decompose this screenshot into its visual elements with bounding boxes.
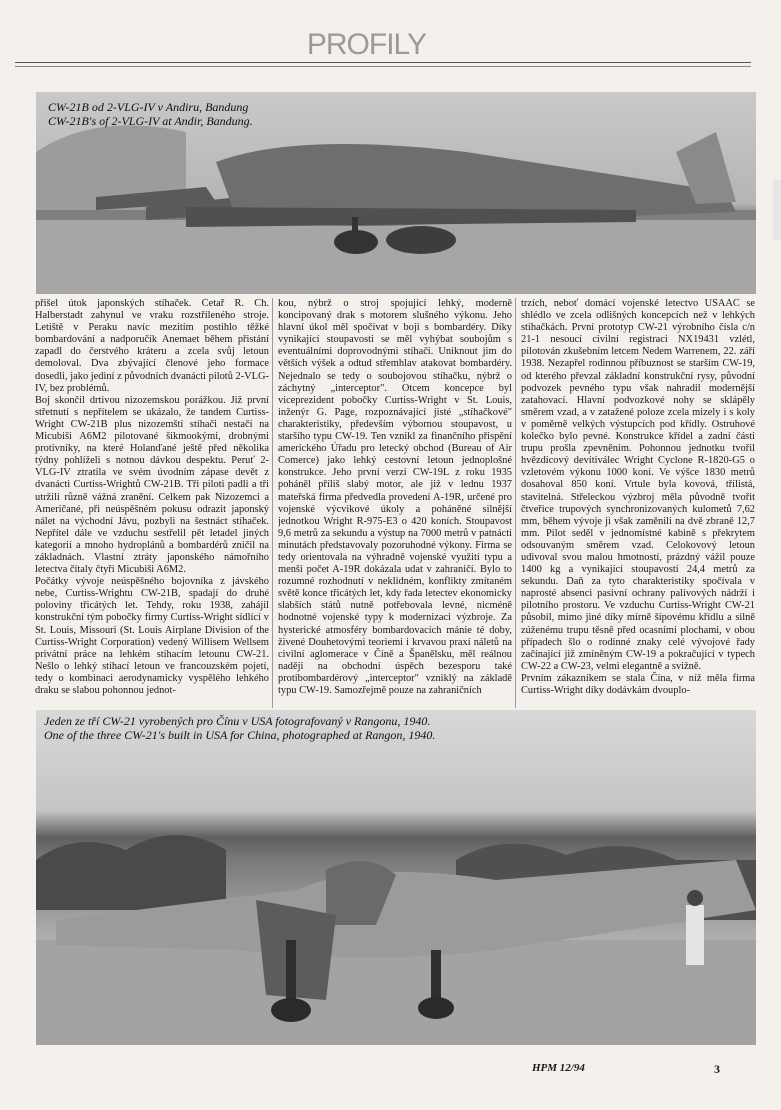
article-column-3 [521, 298, 755, 708]
paragraph: přišel útok japonských stíhaček. Četař R. Ch. Halberstadt zahynul ve vraku rozstříleného stroje. Letiště v Peraku navíc mezitím postihlo těžké bombardování a nadporučík Anemaet během přistání zapadl do čerstvého kráteru a zcela svůj letoun demoloval. Dva zbývající členové jeho formace dosedli, jako jediní z původních dvanácti pilotů 2-VLG-IV, bez problémů. [35, 298, 269, 394]
photo2-caption-en: One of the three CW-21's built in USA for China, photographed at Rangon, 1940. [44, 728, 436, 742]
photo1-caption-en: CW-21B's of 2-VLG-IV at Andir, Bandung. [48, 114, 253, 128]
paragraph: trzích, neboť domácí vojenské letectvo USAAC se shlédlo ve zcela odlišných koncepcích než v lehkých stíhačkách. První prototyp CW-21 výrobního čísla c/n 21-1 nesoucí civilní registraci NX19431 vzlétl, pilotován zkušebním letcem Nedem Warrenem, 22. září 1938. Nezapřel rodinnou příbuznost se starším CW-19, od kterého převzal základní konstrukční rysy, původní podvozek pevného typu však nahradil modernější zatahovací. Hlavní podvozkové nohy se sklápěly směrem vzad, a v zatažené poloze zcela mizely i s koly v poměrně velkých výstupcích pod křídly. Ostruhové kolečko bylo pevné. Konstrukce křídel a zadní části trupu prošla zpevněním. Pohonnou jednotku tvořil hvězdicový devítiválec Wright Cyclone R-1820-G5 o vzletovém výkonu 1000 koní. Ve výšce 1830 metrů dosahoval 850 koní. Vrtule byla kovová, třílistá, stavitelná. Střeleckou výzbroj měla původně tvořit čtveřice trupových synchronizovaných kulometů 7,62 mm, během vývoje ji však zaměnili na dvě zbraně 12,7 mm. Pilot seděl v jednomístné kabině s překrytem odsouvaným směrem vzad. Celokovový letoun udivoval svou malou hmotností, prázdný vážil pouze 1400 kg a vynikající stoupavostí 24,4 metrů za sekundu. Daň za tyto charakteristiky spočívala v naprosté absenci pasivní ochrany palivových nádrží i pilotního prostoru. Ve vzduchu Curtiss-Wright CW-21 působil, mimo jiné díky mírně šípovému křídlu a silně zúženému trupu těsně před ocasními plochami, v obou případech šlo o rodinné znaky celé vývojové řady začínající již zmíněným CW-19 a pokračující v typech CW-22 a CW-23, velmi elegantně a svižně. [521, 298, 755, 672]
magazine-issue: HPM 12/94 [532, 1062, 585, 1074]
photo1-caption [48, 100, 253, 128]
paragraph: Prvním zákazníkem se stala Čína, v níž měla firma Curtiss-Wright díky dodávkám dvouplo- [521, 672, 755, 696]
aircraft-rangon-illustration [36, 710, 756, 1045]
article-column-1 [35, 298, 269, 708]
column-divider [515, 298, 516, 708]
paragraph: Boj skončil drtivou nizozemskou porážkou. Již první střetnutí s nepřítelem se ukázalo, že tandem Curtiss-Wright CW-21B plus nizozemští stíhači nestačí na Micubiši A6M2 pilotované šikmookými, drobnými protivníky, na které Holanďané ještě před několika týdny pohlíželi s notnou dávkou despektu. Peruť 2-VLG-IV ztratila ve svém úvodním zápase devět z dvanácti Curtiss-Wrightů CW-21B. Tři piloti padli a tři utržili různě vážná zranění. Celkem pak Nizozemci a Američané, při neúspěšném pokusu odrazit japonský nálet na východní Jávu, pozbyli na šestnáct stíhaček. Nepřítel dále ve vzduchu sestřelil pět letadel jiných kategorií a mnoho hydroplánů a bombardérů zničil na základnách. Vlastní ztráty japonského námořního letectva čítaly čtyři Micubiši A6M2. [35, 394, 269, 576]
photo2-caption-cz: Jeden ze tří CW-21 vyrobených pro Čínu v USA fotografovaný v Rangonu, 1940. [44, 714, 431, 728]
photo1-caption-cz: CW-21B od 2-VLG-IV v Andiru, Bandung [48, 100, 249, 114]
column-divider [272, 298, 273, 708]
article-column-2 [278, 298, 512, 708]
paragraph: Počátky vývoje neúspěšného bojovníka z jávského nebe, Curtiss-Wrightu CW-21B, spadají do druhé poloviny třicátých let. Tehdy, roku 1938, zahájil konstrukční tým pobočky firmy Curtiss-Wright sídlící v St. Louis, Missouri (St. Louis Airplane Division of the Curtiss-Wright Corporation) vedený Willisem Wellsem privátní práce na lehkém stíhacím letounu CW-21. Nešlo o lehký stíhací letoun ve francouzském pojetí, tedy o kombinaci aerodynamicky vyspělého lehkého draku se slabou pohonnou jednot- [35, 576, 269, 696]
header-rule [15, 62, 751, 63]
paragraph: kou, nýbrž o stroj spojující lehký, moderně koncipovaný drak s motorem slušného výkonu. Jeho hlavní úkol měl spočívat v boji s bombardéry. Díky vynikající stoupavosti se měl vyhýbat soubojům s eventuálními doprovodnými stíhači. Uniknout jim do větších výšek a odtud střemhlav atakovat bombardéry. Nejednalo se tedy o soubojovou stíhačku, nýbrž o záchytný „interceptor". Otcem koncepce byl viceprezident pobočky Curtiss-Wright v St. Louis, inženýr G. Page, rozpoznávající jisté „stíhačkové" charakteristiky, především výbornou stoupavost, u staršího typu CW-19. Ten vznikl za finančního přispění amerického Úřadu pro letecký obchod (Bureau of Air Comerce) jako lehký cestovní letoun jednoplošné konstrukce. Jeho první verzi CW-19L z roku 1935 poháněl příliš slabý motor, ale již v lednu 1937 mateřská firma předvedla provedení A-19R, určené pro vojenské výcvikové úkoly a poháněné silnější jednotkou Wright R-975-E3 o 420 koních. Stoupavost 9,6 metrů za sekundu a výstup na 7000 metrů v patnácti minutách představovaly pozoruhodné výkony. Firma se tedy orientovala na výhradně vojenské využití typu a menší počet A-19R dokázala udat v zahraničí. Bylo to rozumné rozhodnutí v neklidném, konflikty zmítaném světě konce třicátých let, kdy řada letectev ekonomicky slabších států nutně potřebovala levné, nicméně hodnotné vojenské typy k modernizaci výzbroje. Za hysterické atmosféry bombardovacích mánie té doby, živené Douhetovými teoriemi i krvavou praxí náletů na civilní aglomerace v Číně a Španělsku, měl reálnou naději na obchodní úspěch bezesporu také protibombardérový „interceptor" vzniklý na základě typu CW-19. Samozřejmě pouze na zahraničních [278, 298, 512, 696]
header-rule-thin [15, 66, 751, 67]
photo-cw21-rangon [36, 710, 756, 1045]
page-edge-mark [773, 180, 781, 240]
section-title: PROFILY [306, 28, 426, 61]
page-number: 3 [714, 1062, 720, 1076]
photo2-caption [44, 714, 435, 742]
